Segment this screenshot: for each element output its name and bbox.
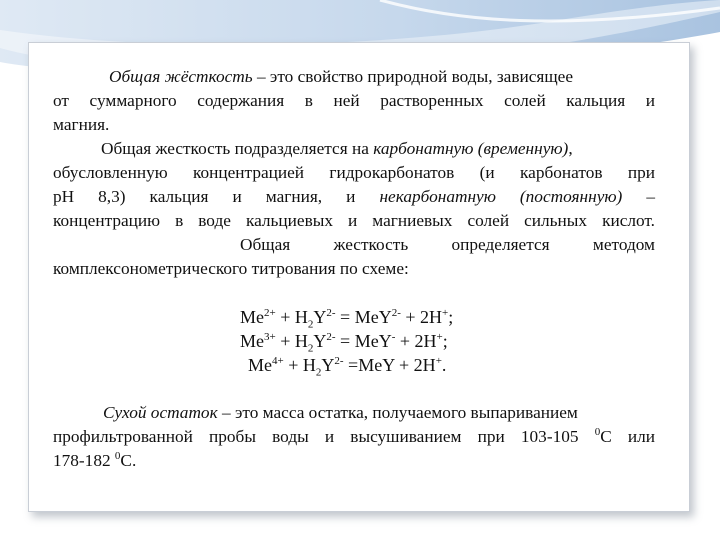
formula-1: $Me^{2+} + H_2Y^{2-} = MeY^{2-} + 2H^+$; <box>240 307 454 331</box>
formula-2: $Me^{3+} + H_2Y^{2-} = MeY^- + 2H^+$; <box>240 331 448 355</box>
term-total-hardness: Общая жёсткость <box>109 67 253 86</box>
formula-3: $Me^{4+} + H_2Y^{2-} =MeY + 2H^+$. <box>248 355 447 379</box>
term-dry-residue: Сухой остаток <box>103 403 218 422</box>
paragraph-dry-residue: Сухой остаток – это масса остатка, получаемого выпариванием профильтрованной пробы воды и высушиванием при 103-105 $^0$С или 178-182 $^0$С. <box>53 403 656 470</box>
term-noncarbonate: некарбонатную (постоянную) <box>379 187 623 206</box>
term-carbonate: карбонатную (временную) <box>373 139 569 158</box>
paragraph-total-hardness: Общая жёсткость – это свойство природной воды, зависящее от суммарного содержания в ней растворенных солей кальция и магния. <box>53 67 655 134</box>
paragraph-hardness-types: Общая жесткость подразделяется на карбонатную (временную), обусловленную концентрацией гидрокарбонатов (и карбонатов при pH 8,3) кальция и магния, и некарбонатную (постоянную) – концентрацию в воде кальциевых и магниевых солей сильных кислот. Общая жесткость определяется методом комплексонометрического титрования по схеме: <box>53 139 655 278</box>
